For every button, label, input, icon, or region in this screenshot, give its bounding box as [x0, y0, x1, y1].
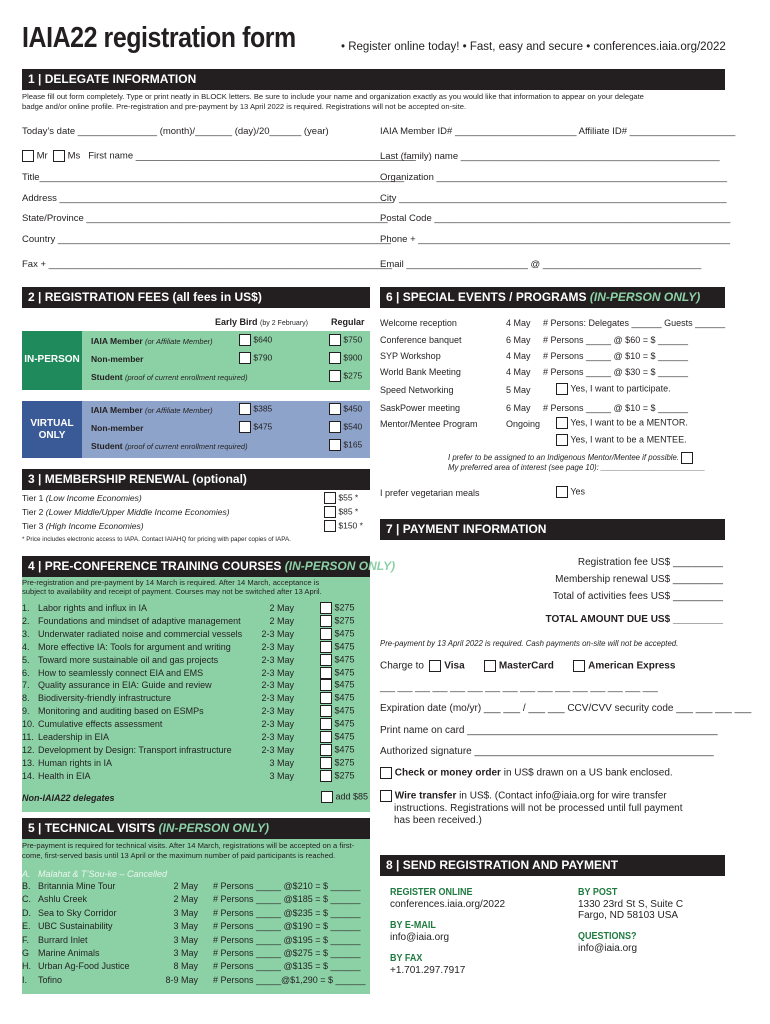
event-name: Welcome reception: [380, 318, 457, 328]
course-date: 2 May: [269, 615, 294, 626]
mr-label: Mr: [36, 150, 48, 162]
course-row: [22, 603, 148, 613]
course-checkbox[interactable]: [320, 692, 332, 704]
ms-checkbox[interactable]: [53, 150, 65, 162]
mentee-checkbox[interactable]: [556, 434, 568, 446]
mentee-yes: Yes, I want to be a MENTEE.: [570, 434, 687, 445]
visit-letter: G: [22, 948, 30, 958]
visit-date: 8 May: [173, 961, 198, 972]
tier-name: Tier 1: [22, 493, 44, 503]
regular-checkbox[interactable]: [329, 334, 341, 346]
course-checkbox[interactable]: [320, 654, 332, 666]
course-date: 2-3 May: [261, 667, 294, 678]
speed-networking-yes: Yes, I want to participate.: [570, 383, 671, 394]
event-persons-field[interactable]: # Persons _____ @ $10 = $ ______: [543, 351, 688, 361]
address-field[interactable]: Address _______________________________________________________________: [22, 193, 393, 204]
regular-header: Regular: [331, 317, 365, 327]
s5-intro-1: Pre-payment is required for technical visits. After 14 March, registrations will be accepted on a first-: [22, 841, 355, 850]
fee-label: IAIA Member: [91, 405, 143, 415]
event-date: 6 May: [506, 403, 531, 413]
regular-checkbox[interactable]: [329, 421, 341, 433]
course-date: 3 May: [269, 770, 294, 781]
regular-checkbox[interactable]: [329, 370, 341, 382]
check-label: in US$ drawn on a US bank enclosed.: [500, 767, 673, 779]
section-7-header: 7 | PAYMENT INFORMATION: [380, 519, 725, 540]
course-row: [22, 757, 113, 768]
course-checkbox[interactable]: [320, 679, 332, 691]
regular-price: $540: [343, 421, 363, 432]
section-6-header: [380, 287, 725, 308]
course-title: Toward more sustainable oil and gas projects: [38, 654, 219, 665]
visit-date: 2 May: [173, 881, 198, 891]
member-id-field[interactable]: IAIA Member ID# _______________________ Affiliate ID# ____________________: [380, 126, 736, 137]
section-8-header: 8 | SEND REGISTRATION AND PAYMENT: [380, 855, 725, 876]
s5-intro-2: come, first-served basis until 13 April or the maximum number of paid participants is reached.: [22, 851, 336, 860]
course-checkbox[interactable]: [320, 731, 332, 743]
course-date: 2-3 May: [261, 693, 294, 704]
state-field[interactable]: State/Province _________________________________________________________: [22, 213, 388, 224]
email-link[interactable]: info@iaia.org: [390, 932, 450, 943]
charge-to-label: Charge to: [380, 660, 424, 672]
visit-a-number: A.: [22, 869, 31, 879]
tier-checkbox[interactable]: [324, 506, 336, 518]
visit-persons-field[interactable]: # Persons _____ @$235 = $ ______: [213, 907, 361, 918]
fee-label: Non-member: [91, 423, 144, 433]
event-name: World Bank Meeting: [380, 367, 461, 377]
event-persons-field[interactable]: # Persons _____ @ $10 = $ ______: [543, 403, 688, 413]
event-name: SYP Workshop: [380, 351, 441, 361]
visit-date: 3 May: [173, 948, 198, 958]
course-row: [22, 744, 232, 755]
course-date: 2-3 May: [261, 680, 294, 691]
visit-date: 8-9 May: [165, 974, 198, 985]
vo-row: [91, 405, 213, 415]
early-bird-checkbox[interactable]: [239, 403, 251, 415]
tier-name: Tier 2: [22, 507, 44, 517]
non-delegates-label: Non-IAIA22 delegates: [22, 793, 115, 803]
course-price: $475: [334, 653, 355, 664]
visit-row: [22, 948, 100, 958]
visa-label: Visa: [444, 660, 465, 672]
tier-checkbox[interactable]: [324, 492, 336, 504]
postal-code-field[interactable]: Postal Code ________________________________________________________: [380, 213, 731, 224]
event-date: 4 May: [506, 351, 531, 361]
course-title: Health in EIA: [38, 770, 91, 781]
event-persons-field[interactable]: # Persons _____ @ $30 = $ ______: [543, 367, 688, 377]
s1-intro-2: badge and/or online profile. Pre-registration and pre-payment by 13 April 2022 is required. Registrations will not be accepted on-site.: [22, 102, 467, 111]
vegetarian-checkbox[interactable]: [556, 486, 568, 498]
visit-persons-field[interactable]: # Persons _____ @$195 = $ ______: [213, 934, 361, 945]
first-name-field[interactable]: First name _____________________________________________________: [88, 150, 416, 162]
course-row: [22, 641, 231, 652]
course-price: $275: [334, 757, 355, 768]
visit-date: 3 May: [173, 907, 198, 918]
expiration-field[interactable]: Expiration date (mo/yr) ___ ___ / ___ ___ CCV/CVV security code ___ ___ ___ ___: [380, 703, 752, 714]
wire-label-bold: Wire transfer: [394, 790, 457, 802]
event-persons-field[interactable]: # Persons _____ @ $60 = $ ______: [543, 335, 688, 345]
visit-letter: F.: [22, 934, 30, 945]
course-title: Biodiversity-friendly infrastructure: [38, 693, 172, 704]
vegetarian-label: I prefer vegetarian meals: [380, 488, 480, 498]
vo-row: [91, 441, 248, 451]
visit-title: Burrard Inlet: [38, 934, 88, 945]
tier-desc: (High Income Economies): [45, 521, 144, 531]
tier-name: Tier 3: [22, 521, 44, 531]
amex-checkbox[interactable]: [573, 660, 585, 672]
visit-title: Tofino: [38, 974, 63, 985]
visit-title: UBC Sustainability: [38, 921, 113, 932]
fee-sublabel: (proof of current enrollment required): [125, 442, 248, 451]
course-price: $275: [334, 602, 355, 613]
mentor-yes: Yes, I want to be a MENTOR.: [570, 417, 688, 428]
tagline: • Register online today! • Fast, easy and secure • conferences.iaia.org/2022: [341, 41, 726, 53]
fee-sublabel: (proof of current enrollment required): [125, 373, 248, 382]
fee-label: IAIA Member: [91, 336, 143, 346]
membership-note: * Price includes electronic access to IAPA. Contact IAIAHQ for pricing with paper copies of IAPA.: [22, 536, 291, 543]
vegetarian-yes: Yes: [570, 486, 586, 497]
amex-label: American Express: [588, 660, 676, 672]
post-address-2: Fargo, ND 58103 USA: [578, 910, 679, 921]
visit-letter: H.: [22, 961, 31, 972]
fee-label: Student: [91, 372, 123, 382]
course-number: 3.: [22, 628, 30, 639]
tier-checkbox[interactable]: [324, 520, 336, 532]
early-bird-checkbox[interactable]: [239, 421, 251, 433]
total-amount-field[interactable]: TOTAL AMOUNT DUE US$ _________: [545, 614, 723, 625]
event-name: Mentor/Mentee Program: [380, 419, 478, 429]
visit-row: [22, 881, 116, 891]
name-on-card-field[interactable]: Print name on card _____________________________________________: [380, 725, 718, 736]
course-row: [22, 732, 110, 742]
register-online-link[interactable]: conferences.iaia.org/2022: [390, 899, 506, 910]
tier-desc: (Lower Middle/Upper Middle Income Economies): [45, 507, 230, 517]
course-title: Labor rights and influx in IA: [38, 603, 148, 613]
vo-row: [91, 423, 143, 433]
area-of-interest-field[interactable]: My preferred area of interest (see page 10): ________________________: [448, 463, 706, 472]
tier-desc: (Low Income Economies): [45, 493, 142, 503]
wire-label-3: has been received.): [394, 815, 482, 826]
city-field[interactable]: City ______________________________________________________________: [380, 193, 727, 204]
course-number: 7.: [22, 680, 30, 691]
post-address-1: 1330 23rd St S, Suite C: [578, 899, 684, 910]
course-date: 2 May: [269, 603, 294, 613]
visit-row: [22, 961, 130, 972]
regular-checkbox[interactable]: [329, 439, 341, 451]
visit-letter: B.: [22, 881, 31, 891]
course-number: 2.: [22, 615, 30, 626]
non-delegates-price: add $85: [335, 791, 369, 802]
course-checkbox[interactable]: [320, 641, 332, 653]
wire-checkbox[interactable]: [380, 790, 392, 802]
s4-intro-2: subject to availability and receipt of payment. Courses may not be switched after 13 April.: [22, 587, 322, 596]
speed-networking-checkbox[interactable]: [556, 383, 568, 395]
visit-row: [22, 921, 113, 932]
course-title: More effective IA: Tools for argument and writing: [38, 641, 231, 652]
ms-label: Ms: [67, 150, 81, 162]
visit-persons-field[interactable]: # Persons _____ @$135 = $ ______: [213, 961, 361, 972]
course-checkbox[interactable]: [320, 770, 332, 782]
early-bird-checkbox[interactable]: [239, 334, 251, 346]
mastercard-checkbox[interactable]: [484, 660, 496, 672]
regular-price: $450: [343, 403, 363, 414]
fee-label: Non-member: [91, 354, 144, 364]
visit-persons-field[interactable]: # Persons _____ @$275 = $ ______: [213, 948, 361, 958]
course-number: 10.: [22, 719, 35, 730]
mastercard-label: MasterCard: [498, 660, 554, 672]
visit-letter: C.: [22, 894, 31, 905]
tier-price: $55 *: [338, 492, 359, 503]
register-online-heading: REGISTER ONLINE: [390, 887, 473, 898]
early-bird-price: $475: [253, 421, 273, 432]
course-checkbox[interactable]: [320, 757, 332, 769]
event-date: 6 May: [506, 335, 531, 345]
title-field[interactable]: Title_____________________________________________________________________: [22, 172, 405, 183]
wire-label-2: instructions. Registrations will not be processed until full payment: [394, 803, 683, 814]
tier-price: $150 *: [338, 520, 363, 531]
course-price: $475: [334, 666, 355, 677]
course-number: 1.: [22, 603, 30, 613]
mr-checkbox[interactable]: [22, 150, 34, 162]
virtual-label: VIRTUAL ONLY: [30, 418, 74, 441]
ip-row: [91, 354, 143, 364]
regular-price: $275: [343, 370, 363, 381]
visit-row: [22, 974, 63, 985]
course-date: 2-3 May: [261, 641, 294, 652]
tier-row: [22, 521, 144, 531]
ip-row: [91, 336, 213, 346]
regular-checkbox[interactable]: [329, 352, 341, 364]
course-checkbox[interactable]: [320, 602, 332, 614]
course-row: [22, 680, 212, 691]
section-4-header: [22, 556, 396, 577]
event-persons-field[interactable]: # Persons: Delegates ______ Guests ______: [543, 318, 726, 328]
by-post-heading: BY POST: [578, 887, 618, 898]
event-date: 4 May: [506, 367, 531, 377]
course-date: 2-3 May: [261, 628, 294, 639]
visa-checkbox[interactable]: [429, 660, 441, 672]
course-price: $475: [334, 718, 355, 729]
course-row: [22, 654, 219, 665]
tier-row: [22, 493, 142, 503]
course-date: 2-3 May: [261, 654, 294, 665]
course-checkbox[interactable]: [320, 718, 332, 730]
visit-date: 3 May: [173, 934, 198, 945]
s1-intro-1: Please fill out form completely. Type or print neatly in BLOCK letters. Be sure to include your name and organization exactly as you would like that information to appear on your delegate: [22, 92, 644, 101]
registration-fee-field[interactable]: Registration fee US$ _________: [577, 557, 723, 568]
s5-bar-title: 5 | TECHNICAL VISITS: [28, 821, 156, 835]
visit-row: [22, 907, 117, 918]
fee-label: Student: [91, 441, 123, 451]
tier-price: $85 *: [338, 506, 359, 517]
section-1-header: 1 | DELEGATE INFORMATION: [22, 69, 725, 90]
course-date: 2-3 May: [261, 732, 294, 742]
questions-email-link[interactable]: info@iaia.org: [578, 943, 638, 954]
visit-a-cancelled: Malahat & T’Sou-ke – Cancelled: [38, 869, 168, 879]
course-price: $475: [334, 731, 355, 742]
course-date: 2-3 May: [261, 744, 294, 755]
fax-number: +1.701.297.7917: [390, 965, 466, 976]
event-date: 4 May: [506, 318, 531, 328]
fax-field[interactable]: Fax + _________________________________________________________________: [22, 259, 393, 270]
non-delegates-checkbox[interactable]: [321, 791, 333, 803]
early-bird-checkbox[interactable]: [239, 352, 251, 364]
course-number: 12.: [22, 744, 35, 755]
visit-date: 3 May: [173, 921, 198, 932]
fee-sublabel: (or Affiliate Member): [145, 406, 213, 415]
course-row: [22, 693, 172, 704]
visit-letter: E.: [22, 921, 31, 932]
course-price: $475: [334, 628, 355, 639]
course-row: [22, 628, 243, 639]
course-title: Cumulative effects assessment: [38, 719, 163, 730]
course-title: Human rights in IA: [38, 757, 113, 768]
course-title: Underwater radiated noise and commercial vessels: [38, 628, 243, 639]
s4-bar-title: 4 | PRE-CONFERENCE TRAINING COURSES: [28, 559, 282, 573]
s5-bar-italic: (IN-PERSON ONLY): [158, 821, 269, 835]
visit-title: Sea to Sky Corridor: [38, 907, 117, 918]
course-title: Leadership in EIA: [38, 732, 110, 742]
visit-persons-field[interactable]: # Persons _____@$1,290 = $ ______: [213, 974, 366, 985]
course-price: $475: [334, 692, 355, 703]
course-date: 2-3 May: [261, 719, 294, 730]
course-title: Foundations and mindset of adaptive management: [38, 615, 241, 626]
regular-price: $900: [343, 352, 363, 363]
early-bird-header: Early Bird: [215, 317, 258, 327]
activities-fees-field[interactable]: Total of activities fees US$ _________: [552, 591, 723, 602]
section-2-header: 2 | REGISTRATION FEES (all fees in US$): [22, 287, 370, 308]
questions-heading: QUESTIONS?: [578, 931, 637, 942]
event-date: 5 May: [506, 385, 531, 395]
visit-title: Britannia Mine Tour: [38, 881, 116, 891]
early-bird-sub: (by 2 February): [260, 320, 308, 327]
card-number-field[interactable]: ___ ___ ___ ___ ___ ___ ___ ___ ___ ___ ___ ___ ___ ___ ___ ___: [380, 682, 658, 692]
visit-persons-field[interactable]: # Persons _____ @$210 = $ ______: [213, 881, 361, 891]
event-name: Speed Networking: [380, 385, 454, 395]
course-checkbox[interactable]: [320, 615, 332, 627]
mentor-checkbox[interactable]: [556, 417, 568, 429]
ip-row: [91, 372, 248, 382]
visit-persons-field[interactable]: # Persons _____ @$190 = $ ______: [213, 921, 361, 932]
section-3-header: 3 | MEMBERSHIP RENEWAL (optional): [22, 469, 370, 490]
course-title: Monitoring and auditing based on ESMPs: [38, 706, 204, 717]
visit-title: Ashlu Creek: [38, 894, 88, 905]
section-5-header: [22, 818, 370, 839]
regular-price: $750: [343, 334, 363, 345]
visit-letter: I.: [22, 974, 28, 985]
visit-title: Marine Animals: [38, 948, 100, 958]
course-row: [22, 667, 204, 678]
course-number: 4.: [22, 641, 30, 652]
visit-title: Urban Ag-Food Justice: [38, 961, 130, 972]
visit-letter: D.: [22, 907, 31, 918]
course-price: $275: [334, 770, 355, 781]
phone-field[interactable]: Phone + ___________________________________________________________: [380, 234, 731, 245]
membership-renewal-field[interactable]: Membership renewal US$ _________: [555, 574, 723, 585]
country-field[interactable]: Country _______________________________________________________________: [22, 234, 391, 245]
course-checkbox[interactable]: [320, 744, 332, 756]
course-number: 5.: [22, 654, 30, 665]
course-number: 11.: [22, 732, 34, 742]
course-checkbox[interactable]: [320, 628, 332, 640]
check-label-bold: Check or money order: [394, 767, 501, 779]
course-number: 6.: [22, 667, 30, 678]
in-person-label: IN-PERSON: [24, 354, 80, 365]
s6-bar-italic: (IN-PERSON ONLY): [589, 290, 701, 304]
course-price: $475: [334, 679, 355, 690]
by-fax-heading: BY FAX: [390, 953, 423, 964]
course-row: [22, 719, 163, 730]
signature-field[interactable]: Authorized signature ___________________________________________: [380, 746, 714, 757]
course-number: 8.: [22, 693, 30, 704]
course-price: $475: [334, 641, 355, 652]
course-title: Quality assurance in EIA: Guide and review: [38, 680, 212, 691]
s4-intro-1: Pre-registration and pre-payment by 14 March is required. After 14 March, acceptance is: [22, 578, 320, 587]
course-title: Development by Design: Transport infrastructure: [38, 744, 232, 755]
course-date: 2-3 May: [261, 706, 294, 717]
regular-checkbox[interactable]: [329, 403, 341, 415]
visit-row: [22, 894, 88, 905]
visit-date: 2 May: [173, 894, 198, 905]
course-row: [22, 770, 91, 781]
fee-sublabel: (or Affiliate Member): [145, 337, 213, 346]
s6-bar-title: 6 | SPECIAL EVENTS / PROGRAMS: [386, 290, 587, 304]
tier-row: [22, 507, 230, 517]
visit-row: [22, 934, 88, 945]
check-checkbox[interactable]: [380, 767, 392, 779]
course-checkbox[interactable]: [320, 705, 332, 717]
by-email-heading: BY E-MAIL: [390, 920, 436, 931]
event-date: Ongoing: [506, 419, 541, 429]
last-name-field[interactable]: Last (family) name _________________________________________________: [380, 151, 720, 162]
wire-label-1: in US$. (Contact info@iaia.org for wire transfer: [456, 790, 667, 802]
page-title: IAIA22 registration form: [22, 22, 296, 54]
event-name: SaskPower meeting: [380, 403, 461, 413]
regular-price: $165: [343, 439, 363, 450]
email-field[interactable]: Email _______________________ @ ______________________________: [380, 259, 702, 270]
course-number: 13.: [22, 757, 35, 768]
course-price: $475: [334, 705, 355, 716]
visit-persons-field[interactable]: # Persons _____ @$185 = $ ______: [213, 894, 361, 905]
course-checkbox[interactable]: [320, 667, 332, 679]
prepay-note: Pre-payment by 13 April 2022 is required. Cash payments on-site will not be accepted.: [380, 639, 679, 648]
course-title: How to seamlessly connect EIA and EMS: [38, 667, 204, 678]
early-bird-price: $640: [253, 334, 273, 345]
course-date: 3 May: [269, 757, 294, 768]
early-bird-price: $790: [253, 352, 273, 363]
todays-date-field[interactable]: Today’s date _______________ (month)/_______ (day)/20______ (year): [22, 126, 329, 137]
course-row: [22, 615, 241, 626]
organization-field[interactable]: Organization _______________________________________________________: [380, 172, 728, 183]
event-name: Conference banquet: [380, 335, 462, 345]
course-price: $475: [334, 744, 355, 755]
course-price: $275: [334, 615, 355, 626]
course-row: [22, 706, 204, 717]
indigenous-pref: I prefer to be assigned to an Indigenous Mentor/Mentee if possible.: [448, 453, 680, 463]
s4-bar-italic: (IN-PERSON ONLY): [284, 559, 396, 573]
early-bird-price: $385: [253, 403, 273, 414]
course-number: 9.: [22, 706, 30, 717]
course-number: 14.: [22, 770, 35, 781]
